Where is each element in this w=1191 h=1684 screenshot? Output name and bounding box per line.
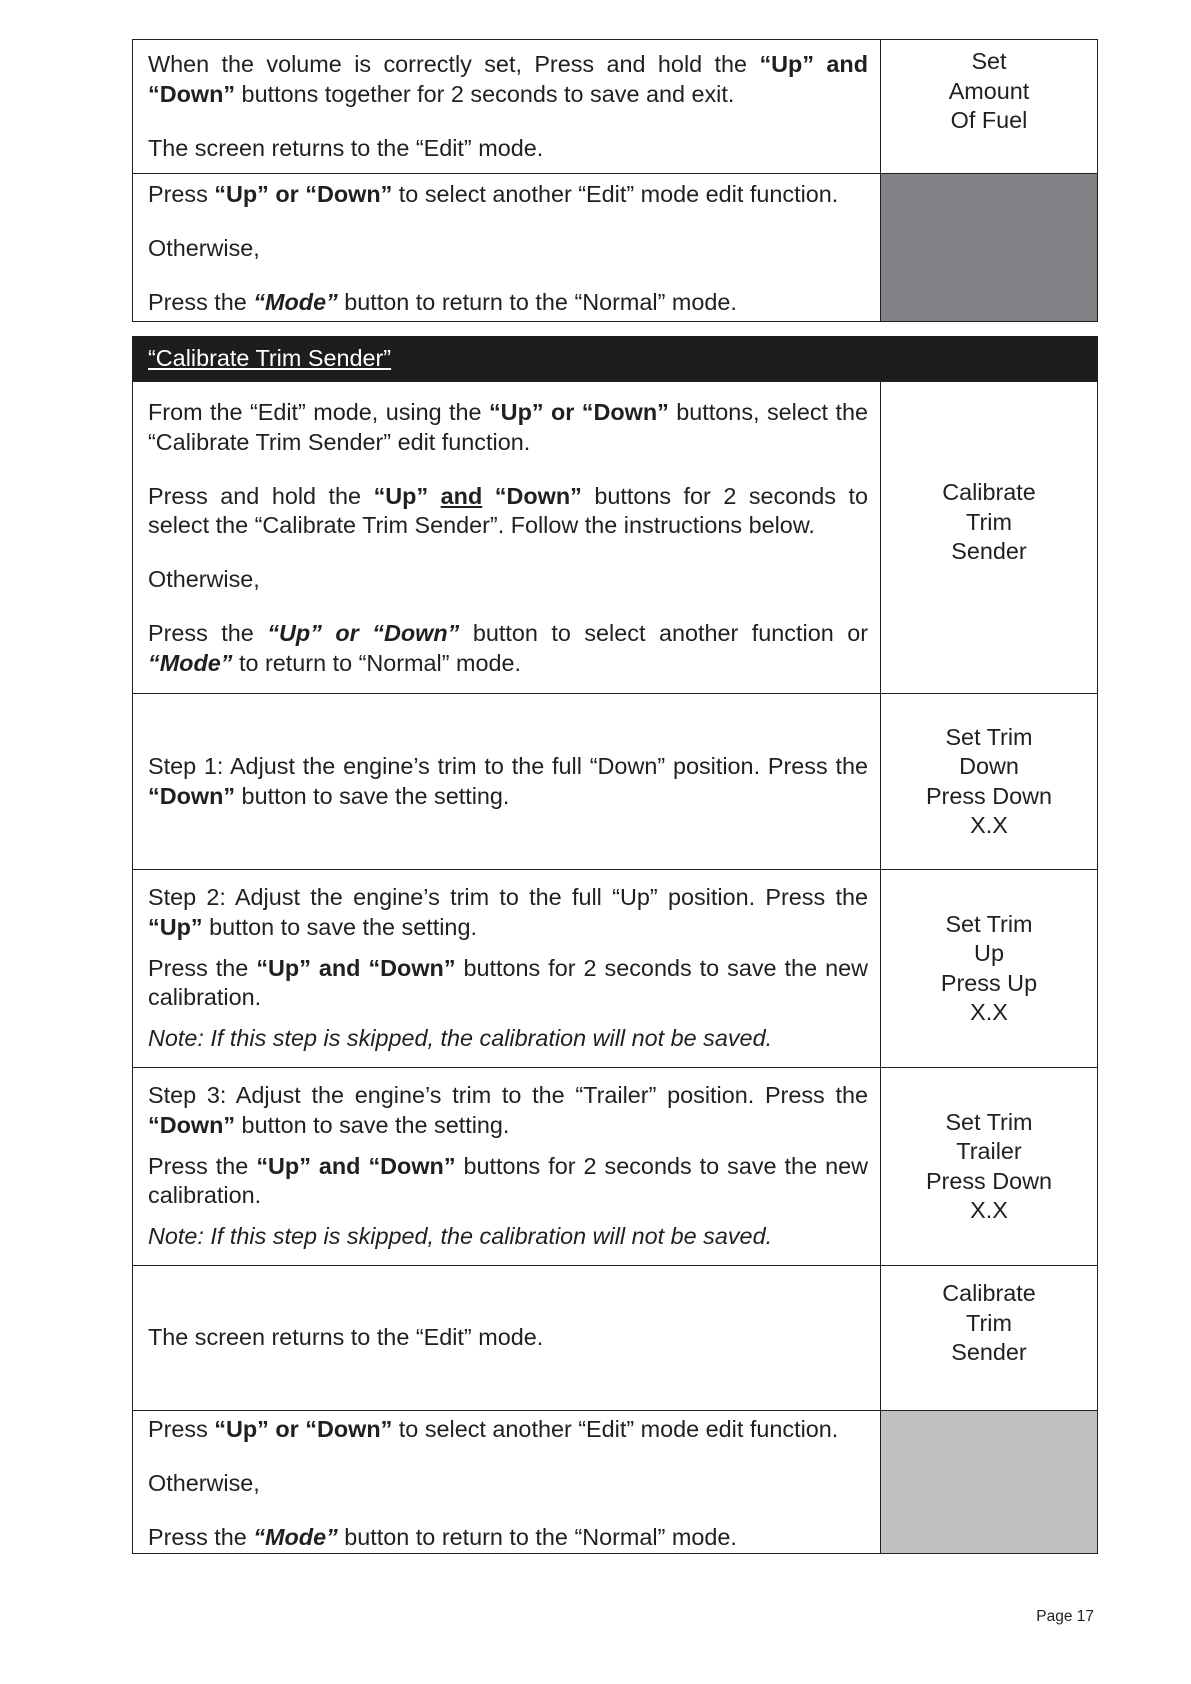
- instruction-cell: [133, 382, 881, 693]
- text-run: button to return to the “Normal” mode.: [337, 1524, 737, 1550]
- text-run: button to select another function or: [459, 620, 868, 646]
- display-value: X.X: [970, 1197, 1008, 1223]
- page-number: Page 17: [1036, 1608, 1094, 1625]
- text-run: buttons for 2 seconds to save the new calibration.: [148, 1152, 868, 1208]
- button-reference: “Up” and “Down”: [148, 51, 868, 107]
- table-row-step-2: [133, 869, 1097, 1067]
- select-function-text: [148, 1415, 868, 1445]
- text-run: Press: [148, 181, 215, 207]
- display-line: Set: [971, 48, 1007, 74]
- table-row-next-function: [133, 1410, 1097, 1553]
- section-header: [133, 337, 1097, 381]
- step-1-text: [148, 752, 868, 811]
- text-run: button to save the setting.: [235, 782, 510, 809]
- display-line: Trim: [966, 508, 1012, 535]
- otherwise-text: Otherwise,: [148, 566, 260, 592]
- otherwise-text: Otherwise,: [148, 1470, 260, 1496]
- text-run: Press the: [148, 1152, 257, 1179]
- instruction-cell: [133, 1068, 881, 1265]
- text-run: button to return to the “Normal” mode.: [337, 289, 737, 315]
- display-line: Press Down: [925, 782, 1053, 809]
- button-reference: “Up”: [148, 913, 203, 940]
- display-line: Down: [959, 753, 1019, 779]
- text-run: to select another “Edit” mode edit function.: [392, 1416, 839, 1442]
- return-edit-text: The screen returns to the “Edit” mode.: [148, 134, 544, 161]
- button-reference: “Up” and “Down”: [256, 954, 456, 981]
- table-row-return-edit: [133, 1265, 1097, 1410]
- text-run: Press and hold the: [148, 482, 374, 509]
- return-edit-text: The screen returns to the “Edit” mode.: [148, 1324, 544, 1351]
- button-reference: “Down”: [148, 782, 236, 809]
- display-line: Trailer: [956, 1138, 1022, 1164]
- display-line: Calibrate: [942, 479, 1036, 505]
- text-run: Step 2: Adjust the engine’s trim to the full “Up” position. Press the: [148, 884, 868, 910]
- text-run: Press the: [148, 954, 257, 981]
- mode-return-text: [148, 1523, 868, 1553]
- instruction-cell: [133, 1411, 881, 1553]
- skip-note: Note: If this step is skipped, the calibration will not be saved.: [148, 1223, 773, 1249]
- mode-return-text: [148, 288, 868, 318]
- text-run: Press the: [148, 289, 254, 315]
- display-line: Set Trim: [945, 910, 1033, 937]
- button-reference: “Down”: [148, 1111, 236, 1138]
- select-calibrate-text: [148, 398, 868, 457]
- hold-buttons-text: [148, 482, 868, 541]
- button-reference: “Mode”: [253, 289, 338, 315]
- button-reference: “Up” or “Down”: [214, 1416, 393, 1442]
- save-calibration-text: [148, 1152, 868, 1211]
- text-run: buttons for 2 seconds to select the “Calibrate Trim Sender”. Follow the instructions below.: [148, 482, 868, 538]
- display-line: Sender: [951, 538, 1027, 564]
- text-run: Press: [148, 1416, 215, 1442]
- display-cell: [881, 40, 1097, 173]
- display-line: Set Trim: [945, 1108, 1033, 1135]
- display-line: Trim: [966, 1309, 1012, 1336]
- display-line: Of Fuel: [950, 107, 1028, 133]
- text-run: From the “Edit” mode, using the: [148, 399, 489, 425]
- otherwise-text: Otherwise,: [148, 235, 260, 261]
- alternative-text: [148, 619, 868, 678]
- display-value: X.X: [970, 812, 1008, 838]
- text-run: button to save the setting.: [235, 1111, 510, 1138]
- text-run: buttons for 2 seconds to save the new calibration.: [148, 954, 868, 1010]
- skip-note: Note: If this step is skipped, the calibration will not be saved.: [148, 1025, 773, 1051]
- display-line: Calibrate: [942, 1280, 1036, 1306]
- display-cell: [881, 1266, 1097, 1410]
- button-reference: “Up” or “Down”: [488, 399, 669, 425]
- display-cell: [881, 694, 1097, 869]
- instruction-cell: [133, 40, 881, 173]
- text-run: buttons, select the “Calibrate Trim Sender” edit function.: [148, 399, 868, 455]
- display-value: X.X: [970, 999, 1008, 1025]
- fuel-amount-table: [132, 39, 1098, 322]
- button-reference: “Up” and “Down”: [256, 1152, 456, 1179]
- display-line: Up: [974, 940, 1004, 966]
- text-run: Press the: [148, 620, 268, 646]
- table-row-next-function: [133, 173, 1097, 321]
- display-line: Amount: [948, 77, 1030, 104]
- display-line: Press Down: [925, 1167, 1053, 1194]
- instruction-cell: [133, 174, 881, 321]
- text-run: When the volume is correctly set, Press and hold the: [148, 51, 760, 77]
- instruction-cell: [133, 1266, 881, 1410]
- display-line: Press Up: [940, 969, 1038, 996]
- button-reference: “Mode”: [253, 1524, 338, 1550]
- table-row-step-1: [133, 693, 1097, 869]
- text-run: buttons together for 2 seconds to save and exit.: [235, 80, 735, 107]
- text-run: Press the: [148, 1524, 254, 1550]
- save-instruction: [148, 50, 868, 109]
- button-reference: “Up”: [373, 482, 441, 509]
- instruction-cell: [133, 694, 881, 869]
- table-row-save-fuel: [133, 40, 1097, 173]
- text-run: Step 3: Adjust the engine’s trim to the “Trailer” position. Press the: [148, 1082, 868, 1108]
- text-run: to select another “Edit” mode edit function.: [392, 181, 839, 207]
- shaded-display-cell: [881, 1411, 1097, 1553]
- shaded-display-cell: [881, 174, 1097, 321]
- emphasis-and: and: [440, 482, 483, 509]
- display-line: Sender: [951, 1339, 1027, 1365]
- button-reference: “Mode”: [148, 649, 233, 676]
- calibrate-trim-table: [132, 336, 1098, 1554]
- step-2-text: [148, 883, 868, 942]
- select-function-text: [148, 180, 868, 210]
- instruction-cell: [133, 870, 881, 1067]
- display-cell: [881, 382, 1097, 693]
- button-reference: “Up” or “Down”: [214, 181, 393, 207]
- display-line: Set Trim: [945, 723, 1033, 750]
- text-run: button to save the setting.: [202, 913, 477, 940]
- table-row-select-calibrate: [133, 381, 1097, 693]
- display-cell: [881, 1068, 1097, 1265]
- text-run: Step 1: Adjust the engine’s trim to the full “Down” position. Press the: [148, 753, 868, 779]
- table-row-step-3: [133, 1067, 1097, 1265]
- text-run: to return to “Normal” mode.: [232, 649, 522, 676]
- button-reference: “Up” or “Down”: [267, 620, 460, 646]
- save-calibration-text: [148, 954, 868, 1013]
- section-title: “Calibrate Trim Sender”: [148, 345, 392, 372]
- display-cell: [881, 870, 1097, 1067]
- step-3-text: [148, 1081, 868, 1140]
- button-reference: “Down”: [482, 482, 582, 509]
